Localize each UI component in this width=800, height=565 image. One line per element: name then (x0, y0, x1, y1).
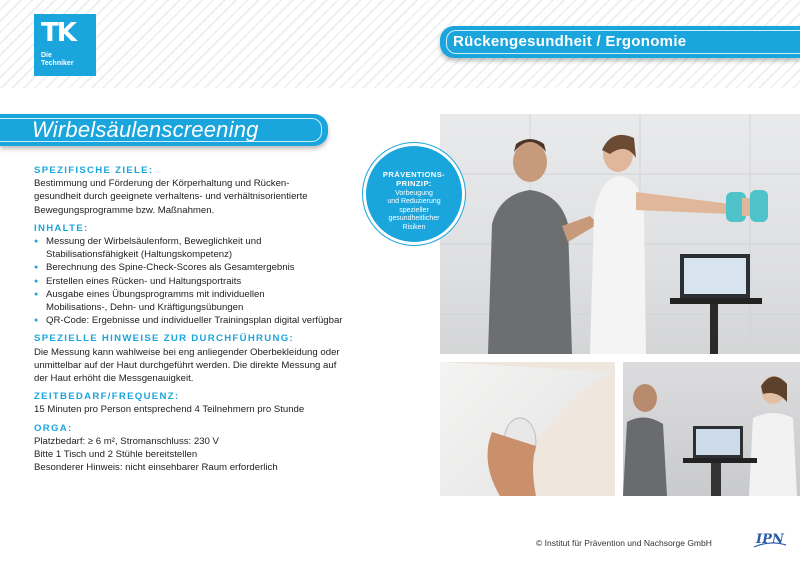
screening-illustration (440, 114, 800, 354)
page-title: Wirbelsäulenscreening (32, 117, 259, 142)
ipn-logo (752, 526, 788, 552)
svg-text:IPN: IPN (756, 532, 784, 547)
photo-measurement-device (440, 362, 615, 496)
section-text-hinweise: Die Messung kann wahlweise bei eng anliegender Oberbekleidung oder unmittelbar auf der Haut durchgeführt werden. Die direkte Messung auf der Haut erhöht die Messgenauigkeit. (34, 346, 340, 385)
section-heading-zeit: ZEITBEDARF/FREQUENZ: (34, 391, 180, 403)
orga-line: Platzbedarf: ≥ 6 m², Stromanschluss: 230 V (34, 435, 219, 447)
list-item: ● Erstellen eines Rücken- und Haltungsportraits (34, 275, 394, 288)
topic-banner (440, 26, 800, 58)
orga-line: Besonderer Hinweis: nicht einsehbarer Raum erforderlich (34, 462, 278, 474)
photo-screening-scene (440, 114, 800, 354)
badge-title: PRÄVENTIONS- PRINZIP: (382, 170, 446, 188)
section-heading-inhalte: INHALTE: (34, 222, 89, 234)
tk-logo-mark: TK (41, 18, 75, 48)
section-text-ziele: Bestimmung und Förderung der Körperhaltung und Rücken- gesundheit durch geeignete verhaltens- und verhältnisorientierte Bewegungsprogramme bzw. Maßnahmen. (34, 178, 308, 216)
inhalte-list (34, 235, 394, 327)
list-item: ● Messung der Wirbelsäulenform, Beweglichkeit und Stabilisationsfähigkeit (Haltungskompetenz) (34, 235, 394, 261)
section-text-zeit: 15 Minuten pro Person entsprechend 4 Teilnehmern pro Stunde (34, 404, 305, 416)
photo-laptop-consultation (623, 362, 800, 496)
section-heading-ziele: SPEZIFISCHE ZIELE: (34, 165, 154, 176)
tk-logo (34, 14, 96, 76)
section-heading-orga: ORGA: (34, 422, 73, 434)
content-column (34, 164, 394, 474)
footer-copyright: © Institut für Prävention und Nachsorge GmbH (536, 538, 712, 548)
badge-text: Vorbeugung und Reduzierung spezieller gesundheitlicher Risiken (387, 190, 441, 231)
list-item: ● QR-Code: Ergebnisse und individueller Trainingsplan digital verfügbar (34, 314, 394, 327)
list-item: ● Berechnung des Spine-Check-Scores als Gesamtergebnis (34, 261, 394, 274)
tk-logo-name: Die Techniker (41, 52, 74, 67)
topic-title: Rückengesundheit / Ergonomie (453, 33, 687, 50)
list-item: ● Ausgabe eines Übungsprogramms mit individuellen Mobilisations-, Dehn- und Kräftigungsübungen (34, 288, 394, 314)
praevention-badge (363, 143, 465, 245)
section-heading-hinweise: SPEZIELLE HINWEISE ZUR DURCHFÜHRUNG: (34, 333, 294, 345)
title-banner (0, 114, 328, 146)
orga-line: Bitte 1 Tisch und 2 Stühle bereitstellen (34, 449, 198, 461)
